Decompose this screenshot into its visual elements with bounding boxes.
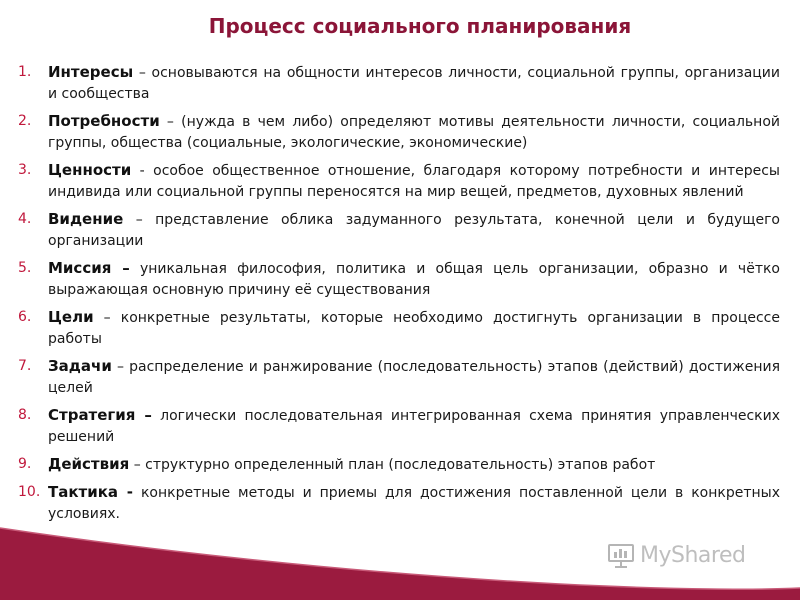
list-item	[18, 111, 780, 154]
list-item	[18, 160, 780, 203]
item-body	[48, 356, 780, 399]
list-item	[18, 482, 780, 525]
list-item	[18, 454, 780, 476]
list-item	[18, 258, 780, 301]
item-term: Стратегия –	[48, 406, 152, 424]
item-term: Ценности	[48, 161, 132, 179]
list-item	[18, 405, 780, 448]
item-text: конкретные методы и приемы для достижения поставленной цели в конкретных условиях.	[48, 485, 780, 522]
item-number: 4.	[18, 211, 32, 227]
item-text: – основываются на общности интересов личности, социальной группы, организации и сообщества	[48, 65, 780, 102]
item-body	[48, 405, 780, 448]
item-term: Потребности	[48, 112, 160, 130]
item-body	[48, 111, 780, 154]
item-body	[48, 258, 780, 301]
item-term: Миссия –	[48, 259, 130, 277]
item-text: – конкретные результаты, которые необходимо достигнуть организации в процессе работы	[48, 310, 780, 347]
item-text: логически последовательная интегрированная схема принятия управленческих решений	[48, 408, 780, 445]
item-text: – (нужда в чем либо) определяют мотивы деятельности личности, социальной группы, общества (социальные, экологические, экономические)	[48, 114, 780, 151]
item-body	[48, 307, 780, 350]
item-number: 5.	[18, 260, 32, 276]
item-text: – распределение и ранжирование (последовательность) этапов (действий) достижения целей	[48, 359, 780, 396]
item-number: 1.	[18, 64, 32, 80]
list-item	[18, 307, 780, 350]
list-item	[18, 209, 780, 252]
list-item	[18, 356, 780, 399]
item-body	[48, 482, 780, 525]
item-body	[48, 62, 780, 105]
item-text: - особое общественное отношение, благодаря которому потребности и интересы индивида или социальной группы переносятся на мир вещей, предметов, духовных явлений	[48, 163, 780, 200]
item-number: 9.	[18, 456, 32, 472]
item-number: 10.	[18, 484, 41, 500]
item-term: Видение	[48, 210, 124, 228]
item-term: Интересы	[48, 63, 134, 81]
watermark-logo	[606, 538, 766, 572]
item-body	[48, 209, 780, 252]
item-body	[48, 160, 780, 203]
item-body	[48, 454, 780, 476]
item-number: 2.	[18, 113, 32, 129]
item-text: уникальная философия, политика и общая цель организации, образно и чётко выражающая основную причину её существования	[48, 261, 780, 298]
item-term: Задачи	[48, 357, 112, 375]
item-text: – представление облика задуманного результата, конечной цели и будущего организации	[48, 212, 780, 249]
presentation-board-icon	[606, 540, 636, 570]
watermark-text: MyShared	[640, 542, 746, 568]
item-term: Тактика -	[48, 483, 133, 501]
item-term: Цели	[48, 308, 94, 326]
slide-title: Процесс социального планирования	[208, 14, 632, 38]
item-term: Действия	[48, 455, 130, 473]
item-number: 8.	[18, 407, 32, 423]
item-number: 7.	[18, 358, 32, 374]
item-list	[18, 62, 780, 531]
list-item	[18, 62, 780, 105]
item-number: 6.	[18, 309, 32, 325]
item-number: 3.	[18, 162, 32, 178]
item-text: – структурно определенный план (последовательность) этапов работ	[129, 457, 656, 473]
